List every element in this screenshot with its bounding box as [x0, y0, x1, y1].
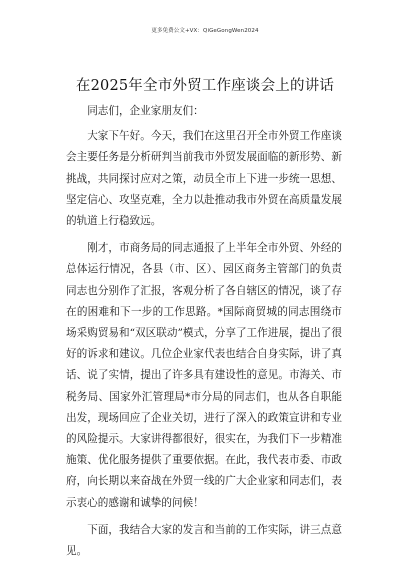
document-title: 在2025年全市外贸工作座谈会上的讲话 — [75, 78, 335, 94]
salutation: 同志们，企业家朋友们： — [87, 105, 204, 117]
paragraph-reports: 刚才，市商务局的同志通报了上半年全市外贸、外经的总体运行情况，各县（市、区）、园区商务主管部门的负责同志也分别作了汇报，客观分析了各自辖区的情况，谈了存在的困难和下一步的工作思路。*国际商贸城的同志围绕市场采购贸易和“双区联动”模式，分享了工作进展，提出了很好的诉求和建议。几位企业家代表也结合自身实际，讲了真话、说了实情，提出了许多具有建设性的意见。市海关、市税务局、国家外汇管理局*市分局的同志们，也从各自职能出发，现场回应了企业关切，进行了深入的政策宣讲和专业的风险提示。大家讲得都很好，很实在，为我们下一步精准施策、优化服务提供了重要依据。在此，我代表市委、市政府，向长期以来奋战在外贸一线的广大企业家和同志们，表示衷心的感谢和诚挚的问候！ — [66, 242, 342, 509]
header-note: 更多免费公文+VX：QiGeGongWen2024 — [151, 28, 259, 34]
document-body — [66, 101, 342, 568]
paragraph-transition: 下面，我结合大家的发言和当前的工作实际，讲三点意见。 — [66, 523, 342, 558]
paragraph-opening: 大家下午好。今天，我们在这里召开全市外贸工作座谈会主要任务是分析研判当前我市外贸发展面临的新形势、新挑战，共同探讨应对之策，动员全市上下进一步统一思想、坚定信心、攻坚克难，全力以赴推动我市外贸在高质量发展的轨道上行稳致远。 — [66, 130, 342, 228]
